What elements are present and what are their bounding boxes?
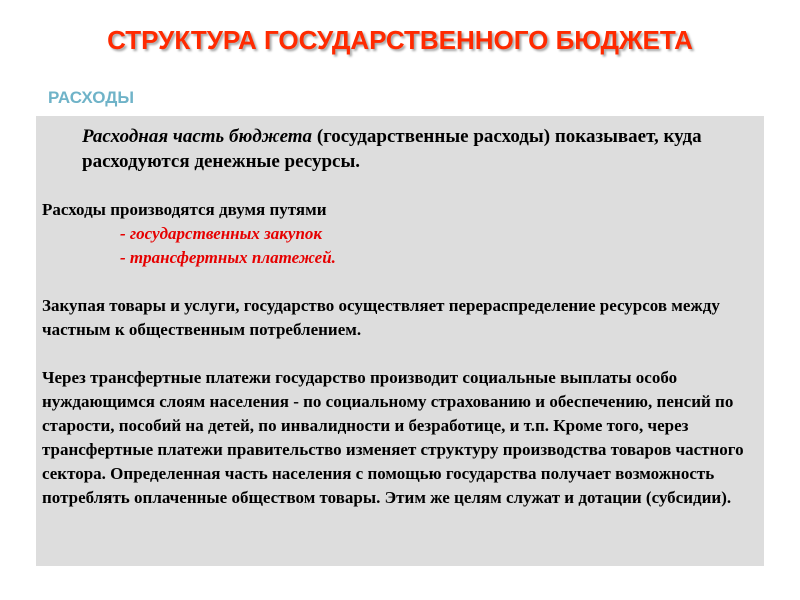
path-item-transfers: - трансфертных платежей. [120,248,336,267]
section-subtitle: РАСХОДЫ [48,88,134,107]
content-box [36,116,764,566]
intro-term: Расходная часть бюджета [82,126,313,147]
intro-paragraph [82,124,758,174]
transfer-paragraph: Через трансфертные платежи государство производит социальные выплаты особо нуждающимся слоям населения - по социальному страхованию и обеспечению, пенсий по старости, пособий на детей, по инвалидности и безработице, и т.п. Кроме того, через трансфертные платежи правительство изменяет структуру производства товаров частного сектора. Определенная часть населения с помощью государства получает возможность потреблять оплаченные обществом товары. Этим же целям служат и дотации (субсидии). [42,368,744,507]
spacer [42,174,758,198]
spacer [42,342,758,366]
paths-heading: Расходы производятся двумя путями [42,200,327,219]
intro-rest: (государственные расходы) показывает, куда расходуются денежные ресурсы. [82,126,702,172]
spacer [42,270,758,294]
purchase-paragraph-line1: Закупая товары и услуги, государство осуществляет перераспределение ресурсов между [42,296,720,315]
path-item-purchases: - государственных закупок [120,224,323,243]
purchase-paragraph-line2: частным к общественным потреблением. [42,320,362,339]
page-title: СТРУКТУРА ГОСУДАРСТВЕННОГО БЮДЖЕТА [107,25,693,55]
